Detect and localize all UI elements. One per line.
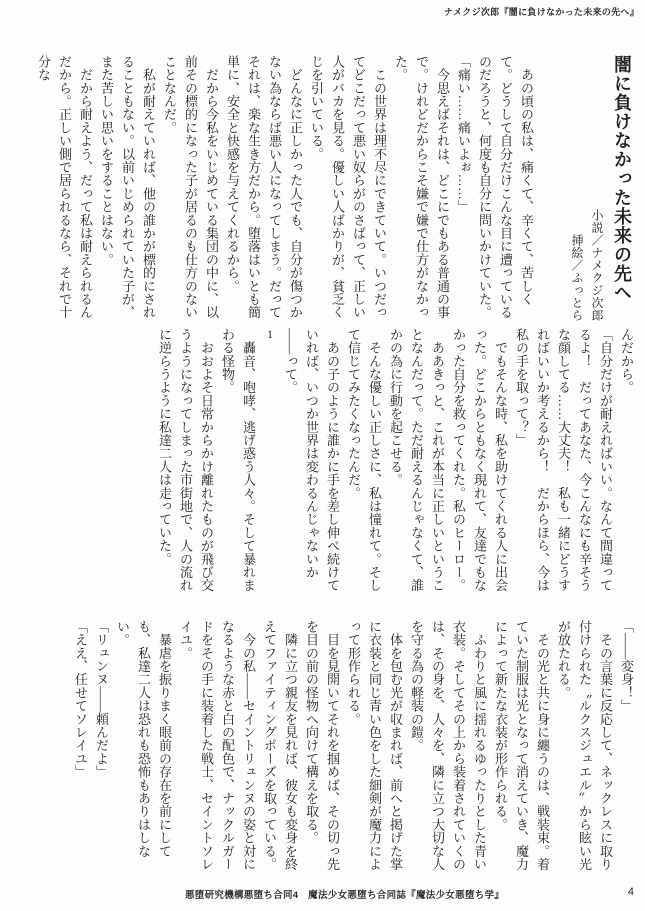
paragraph: 体を包む光が収まれば、前へと掲げた掌に衣装と同じ青い色をした細剣が魔力によって形作られる。 xyxy=(346,620,403,871)
section-number xyxy=(259,328,280,604)
text-band-middle xyxy=(25,328,637,604)
section-number-digit: 1 xyxy=(267,328,273,340)
paragraph: でもそんな時、私を助けてくれる人に出会った。どこからともなく現れて、友達でもなかった自分を救ってくれた。私のヒーロー。 xyxy=(451,328,508,592)
paragraph: ふわりと風に揺れるゆったりとした青い衣装。そしてその上から装着されていくのは、その身を、人々を、隣に立つ大切な人を守る為の軽装の鎧。 xyxy=(409,620,487,871)
paragraph: 「リュンヌ――頼んだよ」 xyxy=(94,620,109,779)
text-band-top xyxy=(25,55,637,321)
paragraph: おおよそ日常からかけ離れたものが飛び交うようになってしまった市街地で、人の流れに逆らうように私達二人は走っていた。 xyxy=(157,328,214,592)
paragraph: 今の私――セイントリュンヌの姿と対になるような赤と白の配色で、ナックルガードをその手に装着した戦士、セイントソレイユ。 xyxy=(178,620,256,871)
paragraph: 轟音、咆哮、逃げ惑う人々。そして暴れまわる怪物。 xyxy=(220,328,256,592)
page-number: 4 xyxy=(627,886,634,898)
credits-block xyxy=(567,55,607,321)
paragraph: 「ええ、任せてソレイユ」 xyxy=(73,620,88,779)
paragraph: だから耐えよう、だって私は耐えられるんだから。正しい側で居られるなら、それで十分な xyxy=(36,55,93,319)
paragraph: あの子のように誰かに手を差し伸べ続けていれば、いつか世界は変わるんじゃないか――って。 xyxy=(283,328,340,592)
paragraph: 私が耐えていれば、他の誰かが標的にされることもない。以前いじめられていた子が、また苦しい思いをすることはない。 xyxy=(99,55,156,319)
paragraph: 暴虐を振りまく眼前の存在を前にしても、私達二人は恐れも恐怖もありはしない。 xyxy=(115,620,172,858)
paragraph: どんなに正しかった人でも、自分が傷つかない為ならば悪い人になってしまう。だってそれは、楽な生き方だから。堕落はいとも簡単に、安全と快感を与えてくれるから。 xyxy=(225,55,303,319)
story-title: 闇に負けなかった未来の先へ xyxy=(612,55,632,302)
paragraph: 「自分だけが耐えればいい。なんて間違ってるよ！ だってあなた、今こんなにも辛そうな顔してる……大丈夫！ 私も一緒にどうすればいいか考えるから！ だからほら、今は私の手を取って？」 xyxy=(514,328,613,592)
illustration-credit: 挿絵／ふっとら xyxy=(570,233,584,321)
paragraph: 今思えばそれは、どこにでもある普通の事で。けれどだからこそ嫌で嫌で仕方がなかった。 xyxy=(393,55,450,319)
footer-publication-title: 悪堕研究機構悪堕ち合同4 魔法少女悪堕ち合同誌『魔法少女悪堕ち学』 xyxy=(185,890,505,901)
paragraph: その光と共に身に纏うのは、戦装束。着ていた制服は光となって消えていき、魔力によって新たな衣装が形作られる。 xyxy=(493,620,550,871)
paragraph: 目を見開いてそれを掴めば、その切っ先を目の前の怪物へ向けて構えを取る。 xyxy=(304,620,340,871)
paragraph: 「――変身！」 xyxy=(619,620,634,713)
paragraph: この世界は理不尽にできていて。いつだってどこだって悪い奴らがのさばって、正しい人がバカを見る。優しい人ばかりが、貧乏くじを引いている。 xyxy=(309,55,387,319)
paragraph: あの頃の私は、痛くて、辛くて、苦しくて。どうして自分だけこんな目に遭っているのだろうと、何度も自分に問いかけていた。 xyxy=(477,55,534,319)
novel-credit: 小説／ナメクジ次郎 xyxy=(590,208,604,321)
paragraph: その言葉に反応して、ネックレスに取り付けられた〝ルクスジュエル〟から眩い光が放たれる。 xyxy=(556,620,613,871)
paragraph: 「痛い……痛いよぉ……」 xyxy=(456,55,471,214)
paragraph: そんな優しい正しさに、私は憧れて。そして信じてみたくなったんだ。 xyxy=(346,328,382,592)
paragraph: んだから。 xyxy=(619,328,634,394)
paragraph: 隣に立つ親友を見れば、彼女も変身を終えてファイティングポーズを取っている。 xyxy=(262,620,298,871)
running-header: ナメクジ次郎『闇に負けなかった未来の先へ』 xyxy=(444,7,639,17)
text-band-bottom xyxy=(25,620,637,882)
paragraph: だから今私をいじめている集団の中に、以前その標的になった子が居るのも仕方のないことなんだ。 xyxy=(162,55,219,319)
paragraph: ああきっと、これが本当に正しいということなんだって。ただ耐えるんじゃなくて、誰かの為に行動を起こせる。 xyxy=(388,328,445,592)
